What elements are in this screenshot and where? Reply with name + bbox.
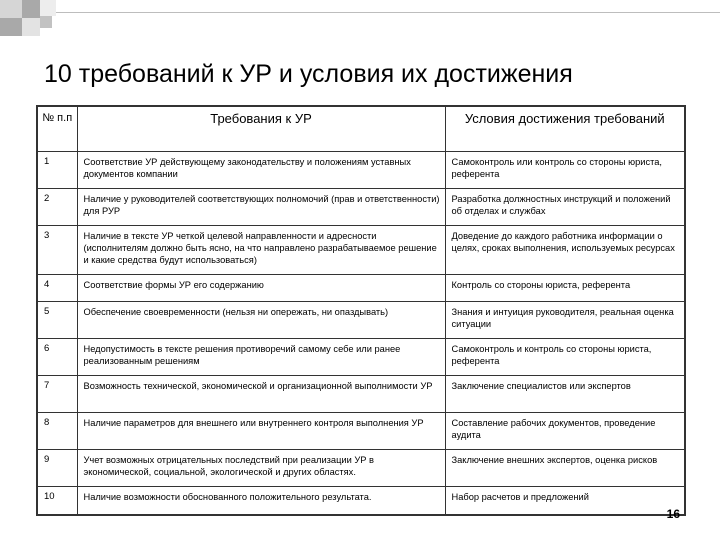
requirements-table-wrapper [36, 105, 684, 516]
row-condition: Доведение до каждого работника информации о целях, сроках выполнения, используемых ресурсах [445, 226, 685, 275]
table-row [37, 275, 685, 302]
row-condition: Заключение специалистов или экспертов [445, 376, 685, 413]
row-number: 1 [37, 152, 77, 189]
table-row [37, 152, 685, 189]
deco-square [22, 18, 40, 36]
table-row [37, 189, 685, 226]
deco-square [0, 18, 22, 36]
table-row [37, 413, 685, 450]
row-condition: Разработка должностных инструкций и положений об отделах и службах [445, 189, 685, 226]
row-requirement: Наличие возможности обоснованного положительного результата. [77, 487, 445, 515]
deco-square [40, 16, 52, 28]
row-requirement: Соответствие УР действующему законодательству и положениям уставных документов компании [77, 152, 445, 189]
row-condition: Самоконтроль или контроль со стороны юриста, референта [445, 152, 685, 189]
page-title: 10 требований к УР и условия их достижения [44, 60, 573, 88]
table-body [37, 152, 685, 515]
row-condition: Контроль со стороны юриста, референта [445, 275, 685, 302]
row-condition: Заключение внешних экспертов, оценка рисков [445, 450, 685, 487]
row-requirement: Наличие в тексте УР четкой целевой направленности и адресности (исполнителям должно быть ясно, на что направлено разрабатываемое решение и какие средства будут использоваться) [77, 226, 445, 275]
row-number: 4 [37, 275, 77, 302]
row-requirement: Наличие у руководителей соответствующих полномочий (прав и ответственности) для РУР [77, 189, 445, 226]
row-number: 6 [37, 339, 77, 376]
table-row [37, 450, 685, 487]
row-requirement: Недопустимость в тексте решения противоречий самому себе или ранее реализованным решениям [77, 339, 445, 376]
header-conditions: Условия достижения требований [445, 106, 685, 152]
page-number: 16 [666, 507, 680, 521]
deco-line [56, 12, 720, 13]
decorative-squares [0, 0, 720, 40]
header-requirements: Требования к УР [77, 106, 445, 152]
row-requirement: Соответствие формы УР его содержанию [77, 275, 445, 302]
row-requirement: Обеспечение своевременности (нельзя ни опережать, ни опаздывать) [77, 302, 445, 339]
deco-square [0, 0, 22, 18]
deco-square [22, 0, 40, 18]
row-number: 7 [37, 376, 77, 413]
table-row [37, 339, 685, 376]
row-condition: Знания и интуиция руководителя, реальная оценка ситуации [445, 302, 685, 339]
deco-square [40, 0, 56, 16]
requirements-table [36, 105, 686, 516]
row-number: 10 [37, 487, 77, 515]
row-number: 8 [37, 413, 77, 450]
row-condition: Составление рабочих документов, проведение аудита [445, 413, 685, 450]
row-condition: Набор расчетов и предложений [445, 487, 685, 515]
row-requirement: Учет возможных отрицательных последствий при реализации УР в экономической, социальной, экологической и других областях. [77, 450, 445, 487]
row-number: 5 [37, 302, 77, 339]
row-number: 9 [37, 450, 77, 487]
header-number: № п.п [37, 106, 77, 152]
row-number: 2 [37, 189, 77, 226]
table-row [37, 487, 685, 515]
row-number: 3 [37, 226, 77, 275]
row-requirement: Наличие параметров для внешнего или внутреннего контроля выполнения УР [77, 413, 445, 450]
row-condition: Самоконтроль и контроль со стороны юриста, референта [445, 339, 685, 376]
table-header-row [37, 106, 685, 152]
table-row [37, 302, 685, 339]
table-row [37, 376, 685, 413]
row-requirement: Возможность технической, экономической и организационной выполнимости УР [77, 376, 445, 413]
table-row [37, 226, 685, 275]
